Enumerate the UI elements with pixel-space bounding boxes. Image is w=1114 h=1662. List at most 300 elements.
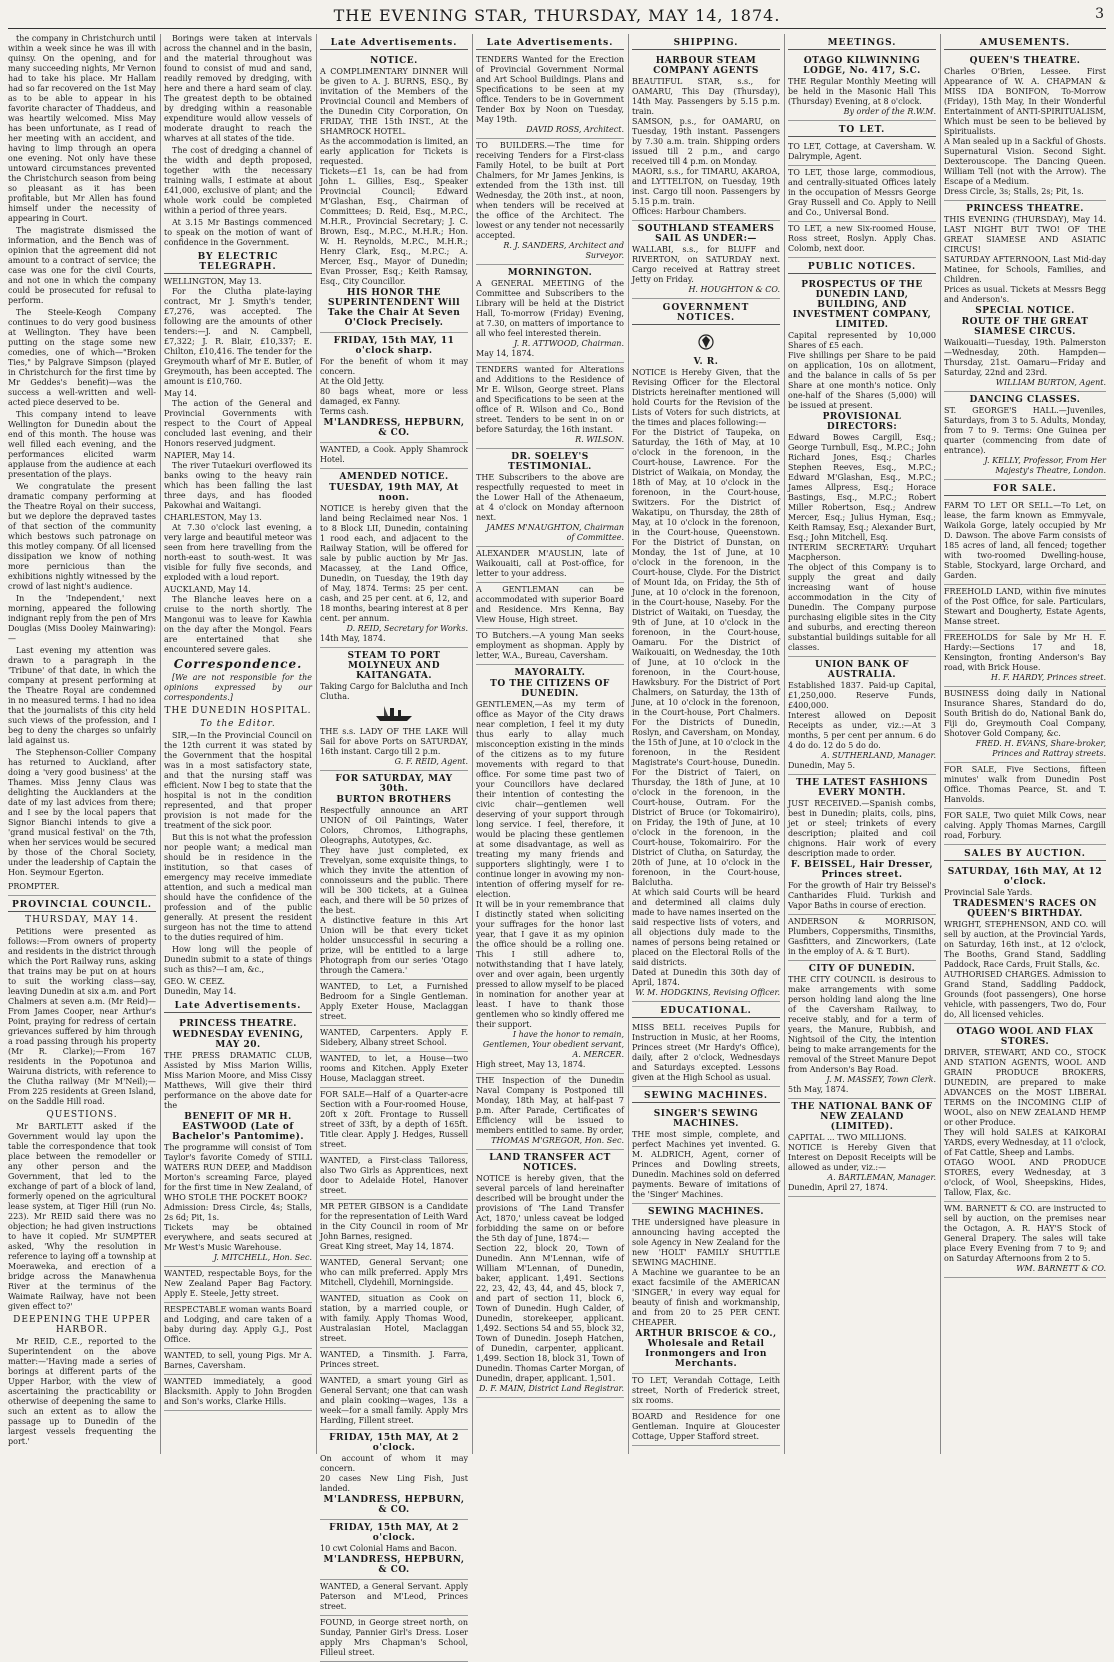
ad-body: THIS EVENING (THURSDAY), May 14. LAST NIGHT BUT TWO! OF THE GREAT SIAMESE AND ASIATIC CIRCUS! — [944, 215, 1106, 254]
ad-body: JUST RECEIVED.—Spanish combs, best in Dunedin; plaits, coils, pins, jet or steel; trinkets of every description; plaited and coil chignons. Hair work of every description made to order. — [788, 799, 936, 858]
ad-body: Respectfully announce an ART UNION of Oil Paintings, Water Colors, Chromos, Lithographs, Oleographs, Autotypes, &c. — [320, 806, 468, 845]
ad-title: PRINCESS THEATRE. — [179, 1019, 297, 1029]
ad-signature: FRED. H. EVANS, Share-broker, Princes and Rattray streets. — [975, 739, 1106, 758]
ad-title: MORNINGTON. — [507, 268, 593, 278]
advertisement — [476, 1150, 624, 1398]
article-paragraph: the company in Christchurch until within a week since he was ill with quinsy. On the opening, and for many succeeding nights, Mr Vernon had to take his place. Mr Hallam had so far recovered on the 1st May as to be able to appear in his favorite character of Thaddeus, and was heartily welcomed. Miss May has been unfortunate, as I read of her meeting with an accident, and having to limp through an opera one evening. Not only have these untoward circumstances prevented the Christchurch season from being so pleasant as it has been profitable, but Mr Allen has found himself under the necessity of appearing in Court. — [8, 34, 156, 223]
ad-subtitle: TO THE CITIZENS OF DUNEDIN. — [490, 679, 610, 699]
ad-title: MAYORALTY. — [514, 668, 586, 678]
ad-subtitle: BENEFIT OF MR H. EASTWOOD (Late of Bachelor's Pantomime). — [172, 1112, 304, 1142]
article-paragraph: Borings were taken at intervals across the channel and in the basin, and the material throughout was found to consist of mud and sand, readily removed by dredging, with here and there a hard seam of clay. The greatest depth to be obtained by dredging within a reasonable expenditure would allow vessels of moderate draught to reach the wharves at all states of the tide. — [164, 34, 312, 143]
advertisement — [944, 53, 1106, 201]
article-paragraph: The Stephenson-Collier Company has returned to Auckland, after doing a 'very good business' at the Thames. Miss Jenny Claus was delighting the Aucklanders at the date of my last advices from there; and I see by the local papers that Signor Bianchi intends to give a 'grand musical festival' on the 7th, when her services would be secured by those of the Choral Society, under the leadership of Captain the Hon. Seymour Egerton. — [8, 748, 156, 877]
advertisement — [788, 657, 936, 775]
advertisement — [476, 547, 624, 583]
dateline: NAPIER, May 14. — [164, 451, 236, 460]
ad-body: THE most simple, complete, and perfect Machines yet invented. G. M. ALDRICH, Agent, corner of Princes and Dowling streets, Dunedin. Machines sold on deferred payments. Beware of imitations of the 'Singer' Machines. — [632, 1130, 780, 1199]
ad-body: At the Old Jetty. — [320, 377, 385, 386]
advertisement — [944, 1024, 1106, 1202]
ad-body: WANTED, a First-class Tailoress, also Two Girls as Apprentices, next door to Adelaide Hotel, Hanover street. — [320, 1156, 468, 1195]
article-paragraph: At 3.15 Mr Bastings commenced to speak on the motion of want of confidence in the Government. — [164, 218, 312, 247]
advertisement — [944, 763, 1106, 809]
ad-title: BURTON BROTHERS — [336, 795, 452, 805]
advertisement — [944, 631, 1106, 687]
advertisement — [632, 53, 780, 221]
advertisement — [164, 1303, 312, 1349]
ad-body: WANTED, a Tinsmith. J. Farra, Princes street. — [320, 1350, 468, 1369]
ad-subtitle: WEDNESDAY EVENING, MAY 20. — [172, 1030, 304, 1050]
ad-body: THE s.s. LADY OF THE LAKE Will Sail for above Ports on SATURDAY, 16th instant. Cargo till 2 p.m. — [320, 727, 468, 756]
ad-body: FARM TO LET OR SELL.—To Let, on lease, the farm known as Emmyvale, Waikola Gorge, lately occupied by Mr D. Dawson. The above Farm consists of 185 acres of land, all fenced; together with two-roomed Dwelling-house, Stable, Stockyard, large Orchard, and Garden. — [944, 501, 1106, 580]
ad-body: SAMSON, p.s., for OAMARU, on Tuesday, 19th instant. Passengers by 7.30 a.m. train. Shipping orders issued till 2 p.m., and cargo received till 4 p.m. on Monday. — [632, 117, 780, 166]
ad-signature: R. J. SANDERS, Architect and Surveyor. — [503, 241, 624, 260]
ad-body: WANTED immediately, a good Blacksmith. Apply to John Brogden and Son's works, Clarke Hills. — [164, 1377, 312, 1406]
ad-body: Prices as usual. Tickets at Messrs Begg and Anderson's. — [944, 285, 1106, 304]
ad-body: The object of this Company is to supply the great and daily increasing want of house accommodation in the City of Dunedin. The Company purpose purchasing eligible sites in the City and suburbs, and erecting thereon substantial buildings suitable for all classes. — [788, 563, 936, 652]
ad-signature: WM. BARNETT & CO. — [1016, 1264, 1106, 1273]
column-rule — [940, 34, 941, 1454]
ad-body: BEAUTIFUL STAR, s.s., for OAMARU, This Day (Thursday), 14th May. Passengers by 5.15 p.m. train. — [632, 77, 780, 116]
ad-body: Capital represented by 10,000 Shares of £5 each. — [788, 331, 936, 350]
advertisement — [632, 1410, 780, 1446]
letter-title: THE DUNEDIN HOSPITAL. — [164, 706, 312, 716]
ad-body: NOTICE is hereby given that the land being Reclaimed near Nos. 1 to 8 Block LII, Dunedin, containing 1 rood each, and adjacent to the Railway Station, will be offered for sale by public auction by Mr Jas. Macassey, at the Land Office, Dunedin, on Tuesday, the 19th day of May, 1874. Terms: 25 per cent. cash, and 25 per cent. at 6, 12, and 18 months, bearing interest at 8 per cent. per annum. — [320, 504, 468, 623]
royal-arms-icon — [632, 332, 780, 355]
ad-subtitle: HIS HONOR THE SUPERINTENDENT Will Take the Chair At Seven O'Clock Precisely. — [327, 288, 461, 328]
ad-body: WRIGHT, STEPHENSON, AND CO. will sell by auction, at the Provincial Yards, on Saturday, 16th inst., at 12 o'clock, The Booths, Grand Stand, Saddling Paddock, Race Cards, Fruit Stalls, &c. — [944, 920, 1106, 969]
column-2 — [164, 34, 312, 1454]
ad-body: NOTICE is Hereby Given that Interest on Deposit Receipts will be allowed as under, viz.:— — [788, 1143, 936, 1172]
advertisement — [632, 1204, 780, 1374]
advertisement — [788, 222, 936, 258]
ad-subtitle: ROUTE OF THE GREAT SIAMESE CIRCUS. — [961, 317, 1089, 337]
ad-body: TO LET, those large, commodious, and centrally-situated Offices lately in the occupation of Messrs George Gray Russell and Co. Apply to Neill and Co., Universal Bond. — [788, 168, 936, 217]
article-paragraph: The cost of dredging a channel of the width and depth proposed, together with the necessary training walls, I estimate at about £41,000, exclusive of plant; and the whole work could be completed within a period of three years. — [164, 146, 312, 215]
ad-body: A GENTLEMAN can be accommodated with superior Board and Residence. Mrs Kenna, Bay View House, High street. — [476, 585, 624, 624]
section-heading: SALES BY AUCTION. — [944, 849, 1106, 861]
ad-body: As the accommodation is limited, an early application for Tickets is requested. — [320, 137, 468, 166]
ad-title: PRINCESS THEATRE. — [966, 204, 1084, 214]
ad-date: 14th May, 1874. — [320, 634, 386, 643]
ad-body: 10 cwt Colonial Hams and Bacon. — [320, 1544, 457, 1553]
ad-body: WANTED, to sell, young Pigs. Mr A. Barnes, Caversham. — [164, 1351, 312, 1370]
ad-body: NOTICE is hereby given, that the several parcels of land hereinafter described will be brought under the provisions of 'The Land Transfer Act, 1870,' unless caveat be lodged forbidding the same on or before the 5th day of June, 1874:— — [476, 1174, 624, 1243]
ad-body: For the benefit of whom it may concern. — [320, 357, 468, 376]
ad-signature: G. F. REID, Agent. — [394, 757, 468, 766]
ad-signature: J. M. MASSEY, Town Clerk. — [826, 1075, 936, 1084]
advertisement — [164, 1349, 312, 1375]
advertisement — [320, 1520, 468, 1580]
ad-body: Tickets may be obtained everywhere, and seats secured at Mr West's Music Warehouse. — [164, 1223, 312, 1252]
ad-body: BUSINESS doing daily in National Insurance Shares, Standard do do, South British do do, National Bank do, Fiji do, Greymouth Coal Company, Shotover Gold Company, &c. — [944, 689, 1106, 738]
section-heading: PUBLIC NOTICES. — [788, 262, 936, 274]
ad-title: UNION BANK OF AUSTRALIA. — [815, 660, 909, 680]
article-paragraph: The Steele-Keogh Company continues to do very good business at Wellington. They have been putting on the stage some new comedies, one of which—"Broken Ties," by Palgrave Simpson (played in Christchurch for the first time by Mr Geddes's benefit)—was the success a well-written and well-acted piece deserved to be. — [8, 308, 156, 407]
column-3 — [320, 34, 468, 1657]
royal-cipher: V. R. — [693, 357, 719, 367]
ad-body: WANTED, Carpenters. Apply F. Sidebery, Albany street School. — [320, 1028, 468, 1047]
ad-body: Interest allowed on Deposit Receipts as under, viz.:—At 3 months, 5 per cent per annum. 6 do 4 do do. 12 do 5 do do. — [788, 711, 936, 750]
section-heading: MEETINGS. — [788, 38, 936, 50]
ad-subtitle: FRIDAY, 15th MAY, At 2 o'clock. — [329, 1433, 459, 1453]
ad-body: Section 22, block 20, Town of Dunedin. Ann M'Lennan, wife of William M'Lennan, of Dunedin, baker, applicant. 1,491. Sections 22, 23, 42, 43, 44, and 45, block 7, and part of section 11, block 6, Town of Dunedin. Hugh Calder, of Dunedin, storekeeper, applicant. 1,492. Sections 54 and 55, block 32, Town of Dunedin. Joseph Hatchen, of Dunedin, carpenter, applicant. 1,499. Section 18, block 31, Town of Dunedin. Thomas Carter Morgan, of Dunedin, draper, applicant. 1,501. — [476, 1244, 624, 1383]
dateline: May 14. — [164, 389, 197, 398]
advertisement — [320, 1052, 468, 1088]
ad-signature: J. KELLY, Professor, From Her Majesty's Theatre, London. — [984, 456, 1106, 475]
advertisement — [476, 449, 624, 547]
masthead-rule — [8, 28, 1106, 29]
ad-signature: JAMES M'NAUGHTON, Chairman of Committee. — [486, 523, 624, 542]
telegram: At 7.30 o'clock last evening, a very large and beautiful meteor was seen from here travelling from the north-east to south-west. It was visible for fully five seconds, and exploded with a loud report. — [164, 523, 312, 582]
advertisement — [632, 221, 780, 299]
ad-title: LAND TRANSFER ACT NOTICES. — [489, 1153, 611, 1173]
column-1 — [8, 34, 156, 1454]
advertisement — [320, 1088, 468, 1154]
advertisement — [944, 864, 1106, 1024]
section-heading: Late Advertisements. — [164, 1001, 312, 1013]
ad-body: WANTED, a Cook. Apply Shamrock Hotel. — [320, 445, 468, 464]
advertisement — [476, 583, 624, 629]
article-paragraph: Mr BARTLETT asked if the Government would lay upon the table the correspondence that took place between the remodeller or any other person and the Government, that led to the exchange of part of a block of land, formerly opened on the agricultural lease system, at Tiger Hill (run No. 223). Mr REID said there was no objection; he had given instructions to have it copied. Mr SUMPTER asked, 'Why the resolution in reference to laying off a township at Moeraweka, and erection of a bridge across the Manawhenua River at the terminus of the Waimate Railway, have not been given effect to?' — [8, 1122, 156, 1311]
advertisement — [320, 648, 468, 771]
correspondence-heading: Correspondence. — [173, 657, 303, 671]
ad-body: RESPECTABLE woman wants Board and Lodging, and care taken of a baby during day. Apply G.J., Post Office. — [164, 1305, 312, 1344]
steamship-icon — [320, 704, 468, 725]
newspaper-title: THE EVENING STAR, THURSDAY, MAY 14, 1874. — [333, 6, 781, 25]
advertisement — [944, 1202, 1106, 1278]
ad-subtitle: PROVISIONAL DIRECTORS: — [822, 412, 902, 432]
ad-body: SATURDAY AFTERNOON, Last Mid-day Matinee, for Schools, Families, and Children. — [944, 255, 1106, 284]
advertisement — [788, 915, 936, 961]
advertisement — [788, 140, 936, 166]
ad-signature: A. BARTLEMAN, Manager. — [827, 1173, 936, 1182]
ad-subtitle: FOR SATURDAY, MAY 30th. — [335, 774, 453, 794]
ad-body: GENTLEMEN,—As my term of office as Mayor of the City draws near completion, I feel it my duty thus early to allay much misconception existing in the minds of the citizens as to my future movements with regard to that office. For some time past two of your Councillors have declared their intention of contesting the civic chair—gentlemen well deserving of your support through long service. I feel, therefore, it would be placing these gentlemen at some disadvantage, as well as treating my many friends and supporters slightingly, were I to continue longer in avowing my non-intention of offering myself for re-election. — [476, 700, 624, 899]
ad-body: THE PRESS DRAMATIC CLUB, Assisted by Miss Marion Willis, Miss Marion Moore, and Miss Cissy Matthews, Will give their third performance on the above date for the — [164, 1051, 312, 1110]
ad-body: THE Inspection of the Dunedin Naval Company is Postponed till Monday, 18th May, at half-past 7 p.m. After Parade, Certificates of Efficiency will be issued to members entitled to same. By order, — [476, 1076, 624, 1135]
ad-signature: THOMAS M'GREGOR, Hon. Sec. — [491, 1136, 624, 1145]
advertisement — [944, 392, 1106, 480]
ad-title: THE NATIONAL BANK OF NEW ZEALAND (LIMITED). — [791, 1102, 933, 1132]
ad-body: MR PETER GIBSON is a Candidate for the representation of Leith Ward in the City Council in room of Mr John Barnes, resigned. — [320, 1202, 468, 1241]
ad-title: CITY OF DUNEDIN. — [808, 964, 916, 974]
subheading: QUESTIONS. — [46, 1110, 118, 1120]
ad-body: Waikouaiti—Tuesday, 19th. Palmerston—Wednesday, 20th. Hampden—Thursday, 21st. Oamaru—Friday and Saturday, 22nd and 23rd. — [944, 338, 1106, 377]
advertisement — [320, 1256, 468, 1292]
ad-body: TENDERS Wanted for the Erection of Provincial Government Normal and Art School Buildings. Plans and Specifications to be seen at my office. Tenders to be in Government Tender Box by Noon on Tuesday, May 19th. — [476, 55, 624, 124]
ad-signature: DAVID ROSS, Architect. — [526, 125, 624, 134]
section-heading: BY ELECTRIC TELEGRAPH. — [164, 252, 312, 274]
article-paragraph: This company intend to leave Wellington for Dunedin about the end of this month. The house was well filled each evening, and the performances elicited warm applause from the audience at each presentation of the plays. — [8, 410, 156, 479]
ad-body: MAORI, s.s., for TIMARU, AKAROA, and LYTTELTON, on Tuesday, 19th inst. Cargo till noon. Passengers by 5.15 p.m. train. — [632, 167, 780, 206]
ad-body: TO BUILDERS.—The time for receiving Tenders for a First-class Family Hotel, to be built at Port Chalmers, for Mr James Jenkins, is extended from the 13th inst. till Wednesday, the 20th inst., at noon, when tenders will be received at the office of the Architect. The lowest or any tender not necessarily accepted. — [476, 141, 624, 240]
advertisement — [788, 961, 936, 1099]
ad-body: For the growth of Hair try Beissel's Cantharides Fluid. Turkish and Vapor Baths in course of erection. — [788, 881, 936, 910]
letter-date: Dunedin, May 14. — [164, 987, 237, 996]
ad-body: Terms cash. — [320, 407, 369, 416]
editor-note: [We are not responsible for the opinions expressed by our correspondents.] — [164, 673, 312, 702]
ad-body: A Man sealed up in a Sackful of Ghosts. Supernatural Vision. Second Sight. Dexterouscope. The Dancing Queen. William Tell (not with the Arrow). The Escape of a Medium. — [944, 137, 1106, 186]
ad-body: WANTED, to Let, a Furnished Bedroom for a Single Gentleman. Apply Exeter House, Maclaggan street. — [320, 982, 468, 1021]
advertisement — [476, 139, 624, 265]
dateline: CHARLESTON, May 13. — [164, 513, 262, 522]
ad-body: WALLABI, s.s., for BLUFF and RIVERTON, on SATURDAY next. Cargo received at Rattray street Jetty on Friday. — [632, 245, 780, 284]
advertisement — [320, 1580, 468, 1616]
ad-date: Dunedin, April 27, 1874. — [788, 1183, 888, 1192]
advertisement — [164, 1267, 312, 1303]
advertisement — [320, 53, 468, 333]
ad-body: FOR SALE—Half of a Quarter-acre Section with a Four-roomed House, 20ft x 20ft. Frontage to Russell street of 33ft, by a depth of 165ft. Title clear. Apply J. Hedges, Russell street. — [320, 1090, 468, 1149]
advertisement — [476, 1074, 624, 1150]
ad-body: CAPITAL ... TWO MILLIONS. — [788, 1133, 907, 1142]
ad-date: Dated at Dunedin this 30th day of April, 1874. — [632, 968, 780, 987]
advertisement — [164, 1016, 312, 1267]
ad-body: FOR SALE, Five Sections, fifteen minutes' walk from Dunedin Post Office. Thomas Pearce, St. and T. Hanvolds. — [944, 765, 1106, 804]
advertisement — [320, 1430, 468, 1520]
section-heading: FOR SALE. — [944, 484, 1106, 496]
ad-title: SEWING MACHINES. — [648, 1207, 764, 1217]
advertisement — [320, 333, 468, 443]
advertisement — [788, 1099, 936, 1197]
ad-signature: D. REID, Secretary for Works. — [346, 624, 468, 633]
section-heading: SEWING MACHINES. — [632, 1091, 780, 1103]
advertisement — [788, 277, 936, 657]
column-7 — [944, 34, 1106, 1454]
section-heading: GOVERNMENT NOTICES. — [632, 303, 780, 325]
advertisement — [476, 53, 624, 139]
advertisement — [632, 1106, 780, 1204]
letter-paragraph: But this is not what the profession nor people want; a medical man should be in residence in the institution, so that cases of emergency may receive immediate attention, and such a medical man should have the confidence of the profession and of the public generally. At present the resident surgeon has not the time to attend to the duties required of him. — [164, 833, 312, 942]
ad-date: 5th May, 1874. — [788, 1085, 849, 1094]
article-paragraph: Mr REID, C.E., reported to the Superintendent on the above matter:—'Having made a series of borings at different parts of the Upper Harbor, with the view of ascertaining the practicability or otherwise of deepening the same to such an extent as to allow the passage up to Dunedin of the largest vessels frequenting the port.' — [8, 1337, 156, 1446]
ad-signature: F. BEISSEL, Hair Dresser, Princes street. — [790, 860, 934, 880]
ad-signature: W. M. HODGKINS, Revising Officer. — [635, 988, 780, 997]
page-number: 3 — [1095, 6, 1104, 22]
advertisement — [944, 809, 1106, 845]
ad-body: A COMPLIMENTARY DINNER Will be given to A. J. BURNS, ESQ., By invitation of the Members of the Provincial Council and Members of the Dunedin City Corporation, On FRIDAY, THE 15th INST., At the SHAMROCK HOTEL. — [320, 67, 468, 136]
ad-body: At which said Courts will be heard and determined all claims duly made to have names inserted on the said respective lists of voters, and all objections duly made to the names of persons being retained or placed on the Electoral Rolls of the said districts. — [632, 888, 780, 967]
ad-body: WANTED, a General Servant. Apply Paterson and M'Leod, Princes street. — [320, 1582, 468, 1611]
advertisement — [944, 585, 1106, 631]
section-heading: Late Advertisements. — [320, 38, 468, 50]
column-rule — [160, 34, 161, 1454]
ad-body: It will be in your remembrance that I distinctly stated when soliciting your suffrages for the honor last year, that I gave it as my opinion the office should be a rolling one. This I still adhere to, notwithstanding that I have lately, over and over again, been urgently pressed to allow myself to be placed in nomination for another year at least. I have to thank those gentlemen who so kindly offered me their support. — [476, 900, 624, 1029]
advertisement — [320, 469, 468, 648]
advertisement — [632, 1374, 780, 1410]
article-signoff: PROMPTER. — [8, 880, 156, 896]
column-rule — [316, 34, 317, 1454]
ad-body: NOTICE is Hereby Given, that the Revising Officer for the Electoral Districts hereinafter mentioned will hold Courts for the Revision of the Lists of Voters for such districts, at the times and places following:— — [632, 368, 780, 427]
ad-body: Charles O'Brien, Lessee. First Appearance of W. A. CHAPMAN & MISS IDA BONIFON, To-Morrow (Friday), 15th May, In their Wonderful Entertainment of ANTI-SPIRITUALISM, Which must be seen to be believed by Spiritualists. — [944, 67, 1106, 136]
section-heading: EDUCATIONAL. — [632, 1006, 780, 1018]
ad-body: FREEHOLD LAND, within five minutes of the Post Office, for sale. Particulars, Stewart and Dougherty, Estate Agents, Manse street. — [944, 587, 1106, 626]
ad-body: FOR SALE, Two quiet Milk Cows, near calving. Apply Thomas Marnes, Cargill road, Forbury. — [944, 811, 1106, 840]
advertisement — [320, 1154, 468, 1200]
section-heading: SHIPPING. — [632, 38, 780, 50]
telegram: For the Clutha plate-laying contract, Mr J. Smyth's tender, £7,276, was accepted. The following are the amounts of other tenders:—J. and N. Campbell, £7,322; J. R. Blair, £10,337; E. Chilton, £10,416. The tender for the Greymouth wharf of Mr E. Butler, of Greymouth, has been accepted. The amount is £10,760. — [164, 287, 312, 386]
advertisement — [320, 1348, 468, 1374]
ad-signature: WILLIAM BURTON, Agent. — [995, 378, 1106, 387]
ad-body: THE Subscribers to the above are respectfully requested to meet in the Lower Hall of the Athenaeum, at 4 o'clock on Monday afternoon next. — [476, 473, 624, 522]
section-heading: Late Advertisements. — [476, 38, 624, 50]
ad-body: ANDERSON & MORRISON, Plumbers, Coppersmiths, Tinsmiths, Gasfitters, and Zincworkers, (Late in the employ of A. & T. Burt). — [788, 917, 936, 956]
ad-body: WANTED, General Servant; one who can milk preferred. Apply Mrs Mitchell, Clydehill, Morningside. — [320, 1258, 468, 1287]
ad-body: THE undersigned have pleasure in announcing having accepted the sole Agency in New Zealand for the new 'HOLT' FAMILY SHUTTLE SEWING MACHINE. — [632, 1218, 780, 1267]
advertisement — [944, 201, 1106, 392]
article-paragraph: In the 'Independent,' next morning, appeared the following indignant reply from the pen of Mrs Douglas (Miss Dooley Mainwaring):— — [8, 594, 156, 643]
advertisement — [320, 771, 468, 980]
ad-body: TO LET, Verandah Cottage, Leith street, North of Frederick street, six rooms. — [632, 1376, 780, 1405]
ad-signature: M'LANDRESS, HEPBURN, & CO. — [323, 1495, 465, 1515]
ad-signature: M'LANDRESS, HEPBURN, & CO. — [323, 1555, 465, 1575]
telegram: The river Tutaekuri overflowed its banks owing to the heavy rain which has been falling the last three days, and has flooded Pakowhai and Waitangi. — [164, 461, 312, 510]
ad-body: DRIVER, STEWART, AND CO., STOCK AND STATION AGENTS, WOOL AND GRAIN PRODUCE BROKERS, DUNEDIN, are prepared to make ADVANCES on the MOST LIBERAL TERMS on the INCOMING CLIP of WOOL, also on NEW ZEALAND HEMP or other Produce. — [944, 1048, 1106, 1127]
advertisement — [788, 53, 936, 121]
advertisement — [476, 665, 624, 1074]
ad-title: DR. SOELEY'S TESTIMONIAL. — [508, 452, 592, 472]
ad-title: HARBOUR STEAM COMPANY AGENTS — [653, 56, 759, 76]
advertisement — [320, 1374, 468, 1430]
ad-title: DANCING CLASSES. — [969, 395, 1081, 405]
ad-body: AUTHORISED CHARGES. Admission to Grand Stand, Saddling Paddock, Grounds (foot passengers), One horse vehicle, with passengers, Two do, Four do, All licensed vehicles. — [944, 970, 1106, 1019]
advertisement — [320, 1200, 468, 1256]
ad-subtitle: SPECIAL NOTICE. — [975, 306, 1075, 316]
ad-body: They will hold SALES at KAIKORAI YARDS, every Wednesday, at 11 o'clock, of Fat Cattle, Sheep and Lambs. — [944, 1128, 1106, 1157]
subheading: DEEPENING THE UPPER HARBOR. — [13, 1315, 151, 1335]
ad-title: OTAGO WOOL AND FLAX STORES. — [956, 1027, 1094, 1047]
ad-signature: By order of the R.W.M. — [843, 107, 936, 116]
ad-title: SOUTHLAND STEAMERS SAIL AS UNDER:— — [637, 224, 775, 244]
ad-title: SINGER'S SEWING MACHINES. — [653, 1109, 759, 1129]
section-heading: TO LET. — [788, 125, 936, 137]
advertisement — [476, 629, 624, 665]
article-paragraph: The magistrate dismissed the information, and the Bench was of opinion that the agreement did not amount to a contract of service; the case was one for the civil Courts, and not one in which the company could be prosecuted for refusal to perform. — [8, 226, 156, 305]
section-heading: AMUSEMENTS. — [944, 38, 1106, 50]
ad-signature: A. SUTHERLAND, Manager. — [821, 751, 936, 760]
ad-body: WANTED, to let, a House—two rooms and Kitchen. Apply Exeter House, Maclaggan street. — [320, 1054, 468, 1083]
ad-signature: J. R. ATTWOOD, Chairman. — [514, 339, 624, 348]
advertisement — [320, 1292, 468, 1348]
letter-signature: GEO. W. CEEZ. — [164, 977, 226, 986]
masthead — [0, 0, 1114, 30]
ad-body: A GENERAL MEETING of the Committee and Subscribers to the Library will be held at the District Hall, To-morrow (Friday) Evening, at 7.30, on matters of importance to all who feel interested therein. — [476, 279, 624, 338]
ad-signature: ARTHUR BRISCOE & CO., Wholesale and Retail Ironmongers and Iron Merchants. — [635, 1329, 777, 1369]
ad-date: High street, May 13, 1874. — [476, 1060, 586, 1069]
ad-body: Established 1837. Paid-up Capital, £1,250,000. Reserve Funds, £400,000. — [788, 681, 936, 710]
column-4 — [476, 34, 624, 1454]
ad-body: They have just completed, ex Trevelyan, some exquisite things, to which they invite the attention of connoisseurs and the public. There will be 300 tickets, at a Guinea each, and there will be 50 prizes of the best. — [320, 846, 468, 915]
ad-body: Edward Bowes Cargill, Esq.; George Turnbull, Esq., M.P.C.; John Richard Jones, Esq.; Charles Stephen Reeves, Esq., M.P.C.; Edward M'Glashan, Esq., M.P.C.; James Allpress, Esq.; Horace Bastings, Esq., M.P.C.; Robert Miller Robertson, Esq.; Andrew Mercer, Esq.; Julius Hyman, Esq.; Keith Ramsay, Esq.; Alexander Burt, Esq.; John Mitchell, Esq. — [788, 433, 936, 542]
advertisement — [944, 499, 1106, 585]
ad-title: QUEEN'S THEATRE. — [969, 56, 1081, 66]
ad-signature: M'LANDRESS, HEPBURN, & CO. — [323, 418, 465, 438]
dateline: AUCKLAND, May 14. — [164, 585, 251, 594]
dateline: WELLINGTON, May 13. — [164, 277, 262, 286]
ad-title: OTAGO KILWINNING LODGE, No. 417, S.C. — [803, 56, 921, 76]
ad-signature: I have the honor to remain, Gentlemen, Your obedient servant, A. MERCER. — [482, 1030, 624, 1059]
column-rule — [628, 34, 629, 1454]
advertisement — [632, 328, 780, 1002]
advertisement — [164, 1375, 312, 1411]
letter-paragraph: How long will the people of Dunedin submit to a state of things such as this?—I am, &c., — [164, 945, 312, 974]
ad-body: A Machine we guarantee to be an exact facsimile of the AMERICAN 'SINGER,' in every way equal for beauty of finish and workmanship, and from 20 to 25 PER CENT. CHEAPER. — [632, 1268, 780, 1327]
ad-subtitle: FRIDAY, 15th MAY, 11 o'clock sharp. — [333, 336, 455, 356]
column-5 — [632, 34, 780, 1454]
ad-title: AMENDED NOTICE. — [339, 472, 449, 482]
ad-title: STEAM TO PORT MOLYNEUX AND KAITANGATA. — [347, 651, 441, 681]
ad-body: 20 cases New Ling Fish, Just landed. — [320, 1474, 468, 1493]
ad-body: Offices: Harbour Chambers. — [632, 207, 747, 216]
article-paragraph: We congratulate the present dramatic company performing at the Theatre Royal on their success, but we deplore the depraved tastes of that section of the community which bestows such patronage on this motley company. Of all licensed dissipation we know of nothing more pernicious than the exhibitions nightly witnessed by the crowd of last night's audience. — [8, 482, 156, 591]
ad-signature: H. F. HARDY, Princes street. — [990, 673, 1106, 682]
ad-title: THE LATEST FASHIONS EVERY MONTH. — [795, 778, 929, 798]
ad-body: FOUND, in George street north, on Sunday, Pannier Girl's Dress. Loser apply Mrs Chapman's School, Filleul street. — [320, 1618, 468, 1657]
ad-body: Provincial Sale Yards. — [944, 888, 1033, 897]
ad-body: TENDERS wanted for Alterations and Additions to the Residence of Mr E. Wilson, George street. Plans and Specifications to be seen at the office of R. Wilson and Co., Bond street. Tenders to be sent in on or before Saturday, the 16th instant. — [476, 365, 624, 434]
ad-body: BOARD and Residence for one Gentleman. Inquire at Gloucester Cottage, Upper Stafford street. — [632, 1412, 780, 1441]
ad-body: ST. GEORGE'S HALL.—Juveniles, Saturdays, from 3 to 5. Adults, Monday, from 7 to 9. Terms: One Guinea per quarter (commencing from date of entrance). — [944, 406, 1106, 455]
telegram: The action of the General and Provincial Governments with respect to the Court of Appeal concluded last evening, and their Honors reserved judgment. — [164, 399, 312, 448]
letter-paragraph: SIR,—In the Provincial Council on the 12th current it was stated by the Government that the hospital was in a most satisfactory state, and that the nursing staff was efficient. Now I beg to state that the hospital is not in the condition represented, and that proper provision is not made for the treatment of the sick poor. — [164, 731, 312, 830]
ad-body: THE Regular Monthly Meeting will be held in the Masonic Hall This (Thursday) Evening, at 8 o'clock. — [788, 77, 936, 106]
advertisement — [632, 1021, 780, 1087]
ad-signature: J. MITCHELL, Hon. Sec. — [213, 1253, 312, 1262]
ad-date: Great King street, May 14, 1874. — [320, 1242, 454, 1251]
letter-address: To the Editor. — [200, 719, 276, 729]
ad-title: TRADESMEN'S RACES ON QUEEN'S BIRTHDAY. — [953, 899, 1097, 919]
ad-signature: R. WILSON. — [575, 435, 624, 444]
ad-body: WANTED, situation as Cook on station, by a married couple, or with family. Apply Thomas Wood, Australasian Hotel, Maclaggan street. — [320, 1294, 468, 1343]
column-rule — [472, 34, 473, 1454]
advertisement — [944, 687, 1106, 763]
telegram: The Blanche leaves here on a cruise to the north shortly. The Mangonui was to leave for Kawhia on the day after the Mongol. Fears are entertained that she encountered severe gales. — [164, 595, 312, 654]
advertisement — [476, 363, 624, 449]
ad-body: OTAGO WOOL AND PRODUCE STORES, every Wednesday, at 3 o'clock, of Wool, Sheepskins, Hides, Tallow, Flax, &c. — [944, 1158, 1106, 1197]
ad-body: Tickets—£1 1s, can be had from John L. Gillies, Esq., Speaker Provincial Council; Edward M'Glashan, Esq., Chairman of Committees; D. Reid, Esq., M.P.C., M.H.R., Provincial Secretary; J. C. Brown, Esq., M.P.C., M.H.R.; Hon. W. H. Reynolds, M.P.C., M.H.R.; Henry Clark, Esq., M.P.C.; A. Mercer, Esq., Mayor of Dunedin; Evan Prosser, Esq.; Keith Ramsay, Esq., City Councillor. — [320, 167, 468, 286]
ad-body: Admission: Dress Circle, 4s; Stalls, 2s 6d; Pit, 1s. — [164, 1203, 312, 1222]
ad-body: WANTED, a smart young Girl as General Servant; one that can wash and plain cooking—wages, 13s a week—for a small family. Apply Mrs Harding, Fillent street. — [320, 1376, 468, 1425]
article-paragraph: Petitions were presented as follows:—From owners of property and residents in the district through which the Port Railway runs, asking that trains may be put on at hours to suit the working class—say, leaving Dunedin at six a.m. and Port Chalmers at seven a.m. (Mr Reid)—From James Cooper, near Arthur's Point, praying for redress of certain grievances suffered by him through a road passing through his property (Mr R. Clarke);—From 167 residents in the Popotunoa and Wairuna districts, with reference to the Clutha railway (Mr M'Neil);—From 225 residents at Green Island, on the Saddle Hill road. — [8, 927, 156, 1106]
advertisement — [788, 775, 936, 915]
ad-signature: D. F. MAIN, District Land Registrar. — [479, 1384, 624, 1393]
ad-body: TO LET, a new Six-roomed House, Ross street, Roslyn. Apply Chas. Colomb, next door. — [788, 224, 936, 253]
ad-body: Five shillings per Share to be paid on application, 10s on allotment, and the balance in calls of 5s per Share at one month's notice. Only one-half of the Shares (5,000) will be issued at present. — [788, 351, 936, 410]
ad-body: For the District of Taupeka, on Saturday, the 16th of May, at 10 o'clock in the forenoon, in the Court-house, Lawrence. For the District of Waikaia, on Monday, the 18th of May, at 10 o'clock in the forenoon, in the Court-house, Switzers. For the District of Wakatipu, on Thursday, the 28th of May, at 10 o'clock in the forenoon, in the Court-house, Queenstown. For the District of Dunstan, on Monday, the 1st of June, at 10 o'clock in the forenoon, in the Court-house, Clyde. For the District of Mount Ida, on Friday, the 5th of June, at 10 o'clock in the forenoon, in the Court-house, Naseby. For the District of Waitaki, on Tuesday, the 9th of June, at 10 o'clock in the forenoon, in the Court-house, Oamaru. For the District of Waikouaiti, on Wednesday, the 10th of June, at 10 o'clock in the forenoon, in the Court-house, Hawksbury. For the District of Port Chalmers, on Saturday, the 13th of June, at 10 o'clock in the forenoon, in the Court-house, Port Chalmers. For the Districts of Dunedin, Roslyn, and Caversham, on Monday, the 15th of June, at 10 o'clock in the forenoon, in the Resident Magistrate's Court-house, Dunedin. For the District of Taieri, on Thursday, the 18th of June, at 10 o'clock in the forenoon, in the Court-house, Outram. For the District of Bruce (or Tokomairiro), on Friday, the 19th of June, at 10 o'clock in the forenoon, in the Court-house, Tokomairiro. For the District of Clutha, on Saturday, the 20th of June, at 10 o'clock in the forenoon, in the Court-house, Balclutha. — [632, 428, 780, 887]
ad-body: WANTED, respectable Boys, for the New Zealand Paper Bag Factory. Apply E. Steele, Jetty street. — [164, 1269, 312, 1298]
ad-body: The programme will consist of Tom Taylor's favorite Comedy of STILL WATERS RUN DEEP, and Maddison Morton's screaming Farce, played for the first time in New Zealand, of WHO STOLE THE POCKET BOOK? — [164, 1143, 312, 1202]
ad-body: FREEHOLDS for Sale by Mr H. F. Hardy:—Sections 17 and 18, Kensington, fronting Anderson's Bay road, with Brick House. — [944, 633, 1106, 672]
ad-body: MISS BELL receives Pupils for Instruction in Music, at her Rooms, Princes street (Mr Hardy's Office), daily, after 2 o'clock, Wednesdays and Saturdays excepted. Lessons given at the High School as usual. — [632, 1023, 780, 1082]
ad-body: Taking Cargo for Balclutha and Inch Clutha. — [320, 682, 468, 701]
ad-subtitle: TUESDAY, 19th MAY, At noon. — [329, 483, 459, 503]
ad-subtitle: FRIDAY, 15th MAY, At 2 o'clock. — [329, 1523, 459, 1543]
ad-date: Dunedin, May 5. — [788, 761, 856, 770]
ad-body: 80 bags wheat, more or less damaged, ex Fanny. — [320, 387, 468, 406]
ad-body: INTERIM SECRETARY: Urquhart Macpherson. — [788, 543, 936, 562]
advertisement — [476, 265, 624, 363]
date-line: THURSDAY, MAY 14. — [25, 915, 139, 925]
ad-body: WM. BARNETT & CO. are instructed to sell by auction, on the premises near the Octagon, A. R. HAY'S Stock of General Drapery. The sales will take place Every Evening from 7 to 9; and on Saturday Afternoons from 2 to 5. — [944, 1204, 1106, 1263]
advertisement — [320, 1026, 468, 1052]
ad-title: NOTICE. — [370, 56, 418, 66]
column-6 — [788, 34, 936, 1454]
advertisement — [320, 980, 468, 1026]
ad-subtitle: SATURDAY, 16th MAY, At 12 o'clock. — [947, 867, 1103, 887]
section-heading: PROVINCIAL COUNCIL. — [8, 900, 156, 912]
ad-body: A distinctive feature in this Art Union will be that every ticket holder unsuccessful in securing a prize, will be entitled to a large Photograph from our series 'Otago through the Camera.' — [320, 916, 468, 975]
advertisement — [320, 1616, 468, 1662]
advertisement — [788, 166, 936, 222]
